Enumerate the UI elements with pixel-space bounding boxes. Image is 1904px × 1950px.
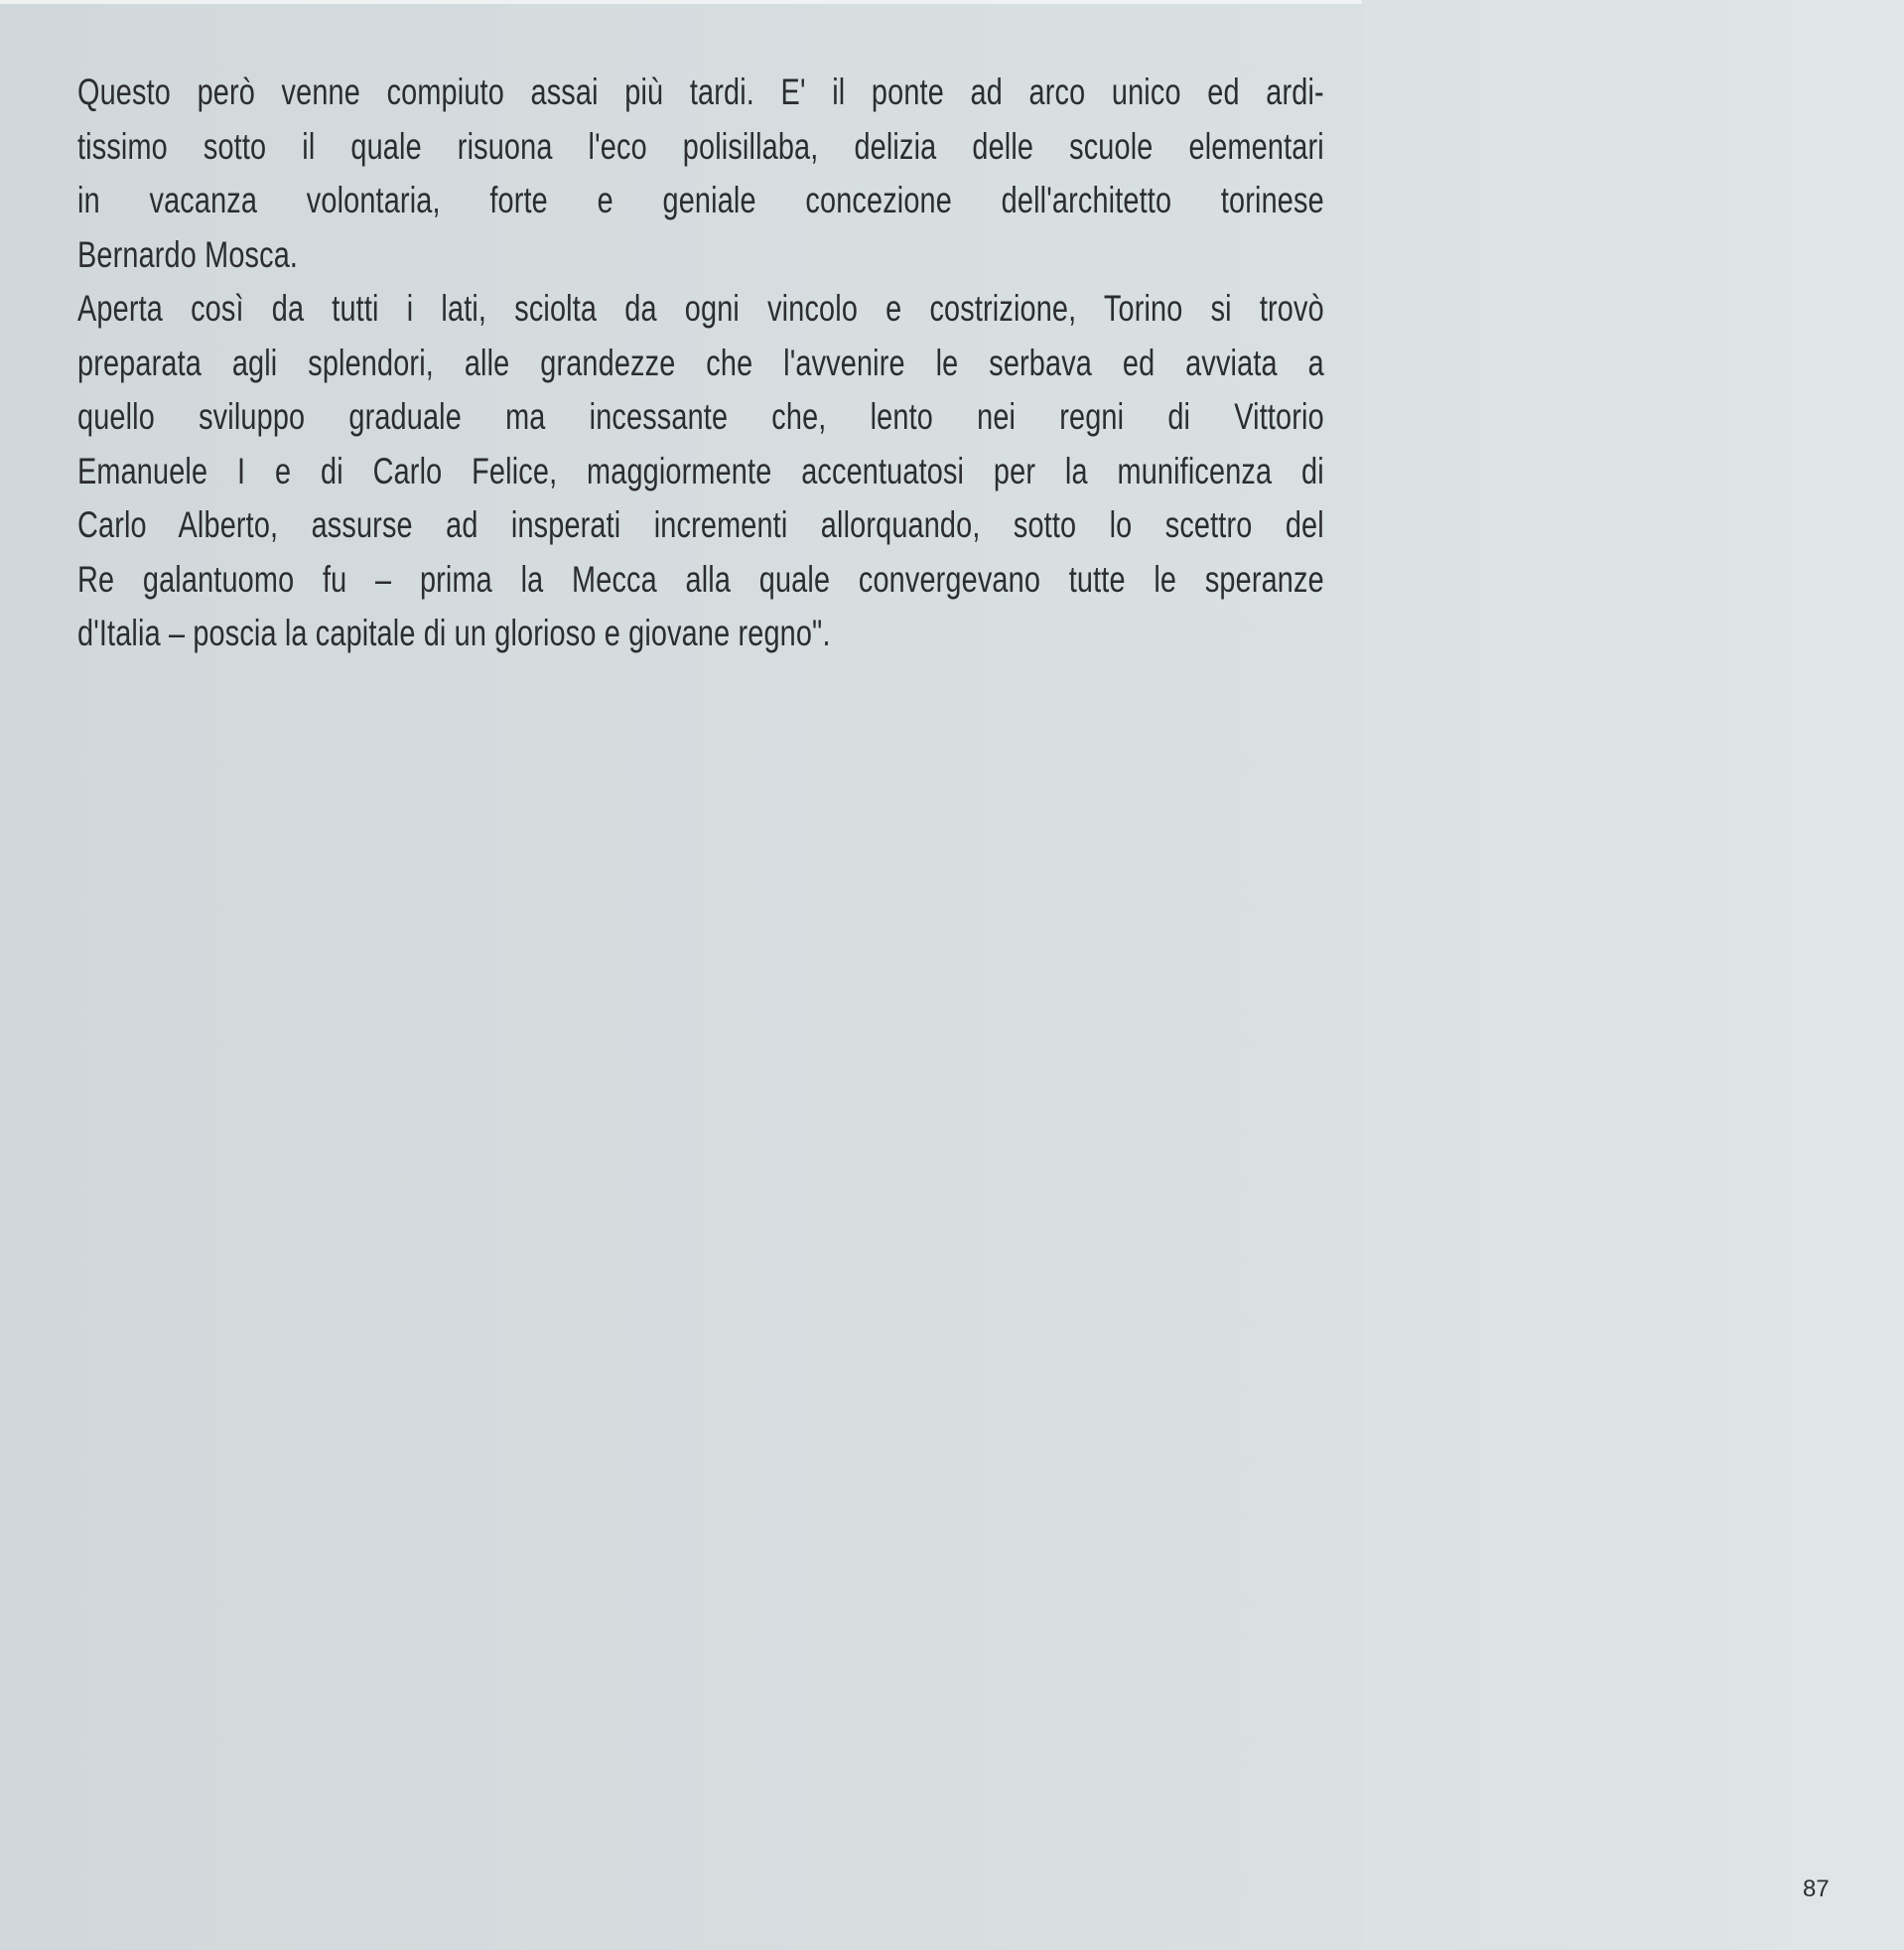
paragraph-1-line-2: tissimo sotto il quale risuona l'eco polisillaba, delizia delle scuole elementari: [77, 125, 1324, 167]
page-margin-band: [1362, 0, 1904, 1950]
body-text: [77, 66, 1324, 661]
paragraph-2-line-5: Carlo Alberto, assurse ad insperati incrementi allorquando, sotto lo scettro del: [77, 504, 1324, 545]
paragraph-2-line-2: preparata agli splendori, alle grandezze che l'avvenire le serbava ed avviata a: [77, 342, 1324, 383]
paragraph-2-line-3: quello sviluppo graduale ma incessante che, lento nei regni di Vittorio: [77, 396, 1324, 437]
paragraph-2-line-4: Emanuele I e di Carlo Felice, maggiormente accentuatosi per la munificenza di: [77, 450, 1324, 491]
paragraph-2-line-1: Aperta così da tutti i lati, sciolta da ogni vincolo e costrizione, Torino si trovò: [77, 288, 1324, 329]
paragraph-2-line-6: Re galantuomo fu – prima la Mecca alla quale convergevano tutte le speranze: [77, 558, 1324, 600]
paragraph-1-line-4: Bernardo Mosca.: [77, 233, 299, 275]
paragraph-1-line-1: Questo però venne compiuto assai più tardi. E' il ponte ad arco unico ed ardi-: [77, 71, 1324, 112]
paragraph-2-line-7: d'Italia – poscia la capitale di un glorioso e giovane regno".: [77, 613, 831, 653]
page-number: 87: [1803, 1876, 1830, 1902]
paragraph-1-line-3: in vacanza volontaria, forte e geniale concezione dell'architetto torinese: [77, 180, 1324, 220]
